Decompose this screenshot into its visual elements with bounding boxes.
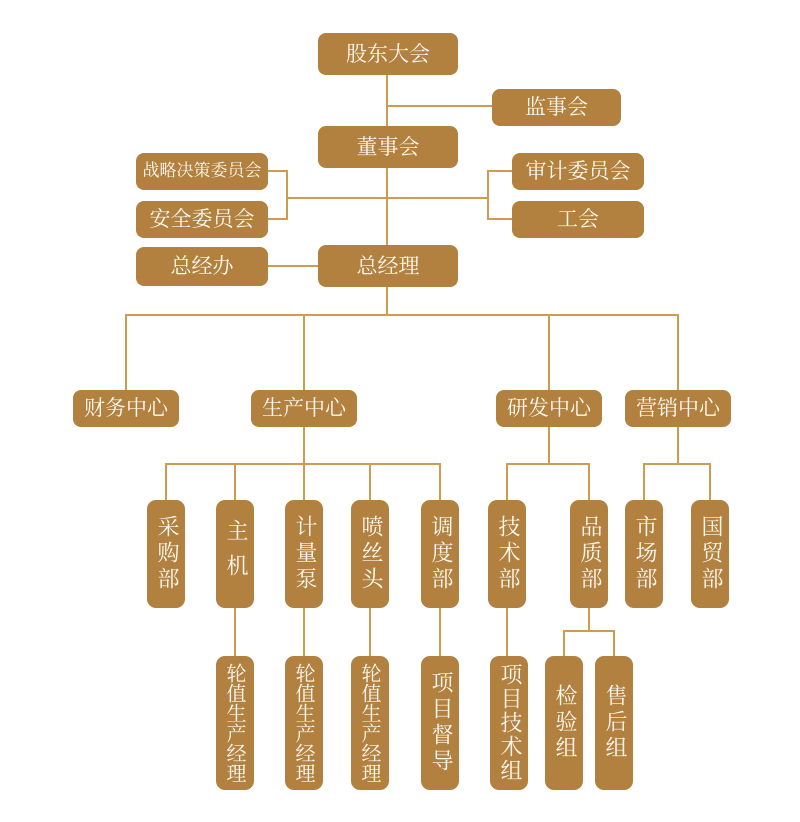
connector (303, 463, 305, 500)
connector (303, 314, 305, 390)
connector (125, 314, 127, 390)
node-production-center: 生产中心 (251, 390, 357, 427)
connector (286, 170, 288, 220)
connector (387, 105, 492, 107)
node-board-of-directors: 董事会 (318, 126, 458, 168)
connector (126, 314, 679, 316)
node-shareholders-meeting: 股东大会 (318, 33, 458, 75)
node-inspection-group: 检验组 (545, 656, 583, 790)
node-spinneret: 喷丝头 (351, 500, 389, 608)
connector (234, 463, 236, 500)
connector (563, 630, 615, 632)
node-aftersales-group: 售后组 (595, 656, 633, 790)
node-labor-union: 工会 (512, 201, 644, 238)
node-general-manager: 总经理 (318, 245, 458, 287)
connector (303, 608, 305, 656)
node-technology-dept: 技术部 (488, 500, 526, 608)
node-finance-center: 财务中心 (73, 390, 179, 427)
node-rd-center: 研发中心 (496, 390, 602, 427)
connector (268, 170, 288, 172)
node-rotating-production-manager-2: 轮值生产经理 (285, 656, 323, 790)
connector (268, 265, 318, 267)
node-marketing-center: 营销中心 (625, 390, 731, 427)
connector (548, 314, 550, 390)
node-market-dept: 市场部 (625, 500, 663, 608)
connector (563, 630, 565, 656)
connector (506, 463, 508, 500)
connector (439, 608, 441, 656)
node-dispatch-dept: 调度部 (421, 500, 459, 608)
connector (677, 427, 679, 464)
node-supervisory-board: 监事会 (492, 89, 621, 126)
connector (386, 287, 388, 315)
connector (234, 608, 236, 656)
node-strategy-committee: 战略决策委员会 (136, 153, 268, 190)
node-intl-trade-dept: 国贸部 (691, 500, 729, 608)
node-project-supervisor: 项目督导 (421, 656, 459, 790)
connector (709, 463, 711, 500)
connector (386, 75, 388, 126)
node-gm-office: 总经办 (136, 247, 268, 286)
connector (506, 608, 508, 656)
connector (488, 218, 512, 220)
node-purchasing-dept: 采购部 (147, 500, 185, 608)
connector (487, 170, 489, 220)
connector (369, 463, 371, 500)
connector (643, 463, 710, 465)
connector (643, 463, 645, 500)
connector (488, 170, 512, 172)
node-audit-committee: 审计委员会 (512, 153, 644, 190)
connector (386, 168, 388, 246)
connector (506, 463, 589, 465)
node-safety-committee: 安全委员会 (136, 201, 268, 238)
connector (369, 608, 371, 656)
connector (439, 463, 441, 500)
connector (548, 427, 550, 464)
node-rotating-production-manager-3: 轮值生产经理 (351, 656, 389, 790)
node-main-machine: 主机 (216, 500, 254, 608)
connector (287, 197, 488, 199)
node-metering-pump: 计量泵 (285, 500, 323, 608)
connector (268, 218, 288, 220)
connector (677, 314, 679, 390)
node-rotating-production-manager-1: 轮值生产经理 (216, 656, 254, 790)
connector (588, 463, 590, 500)
node-quality-dept: 品质部 (570, 500, 608, 608)
connector (588, 608, 590, 632)
connector (613, 630, 615, 656)
connector (303, 427, 305, 464)
node-project-tech-group: 项目技术组 (490, 656, 528, 790)
connector (165, 463, 167, 500)
